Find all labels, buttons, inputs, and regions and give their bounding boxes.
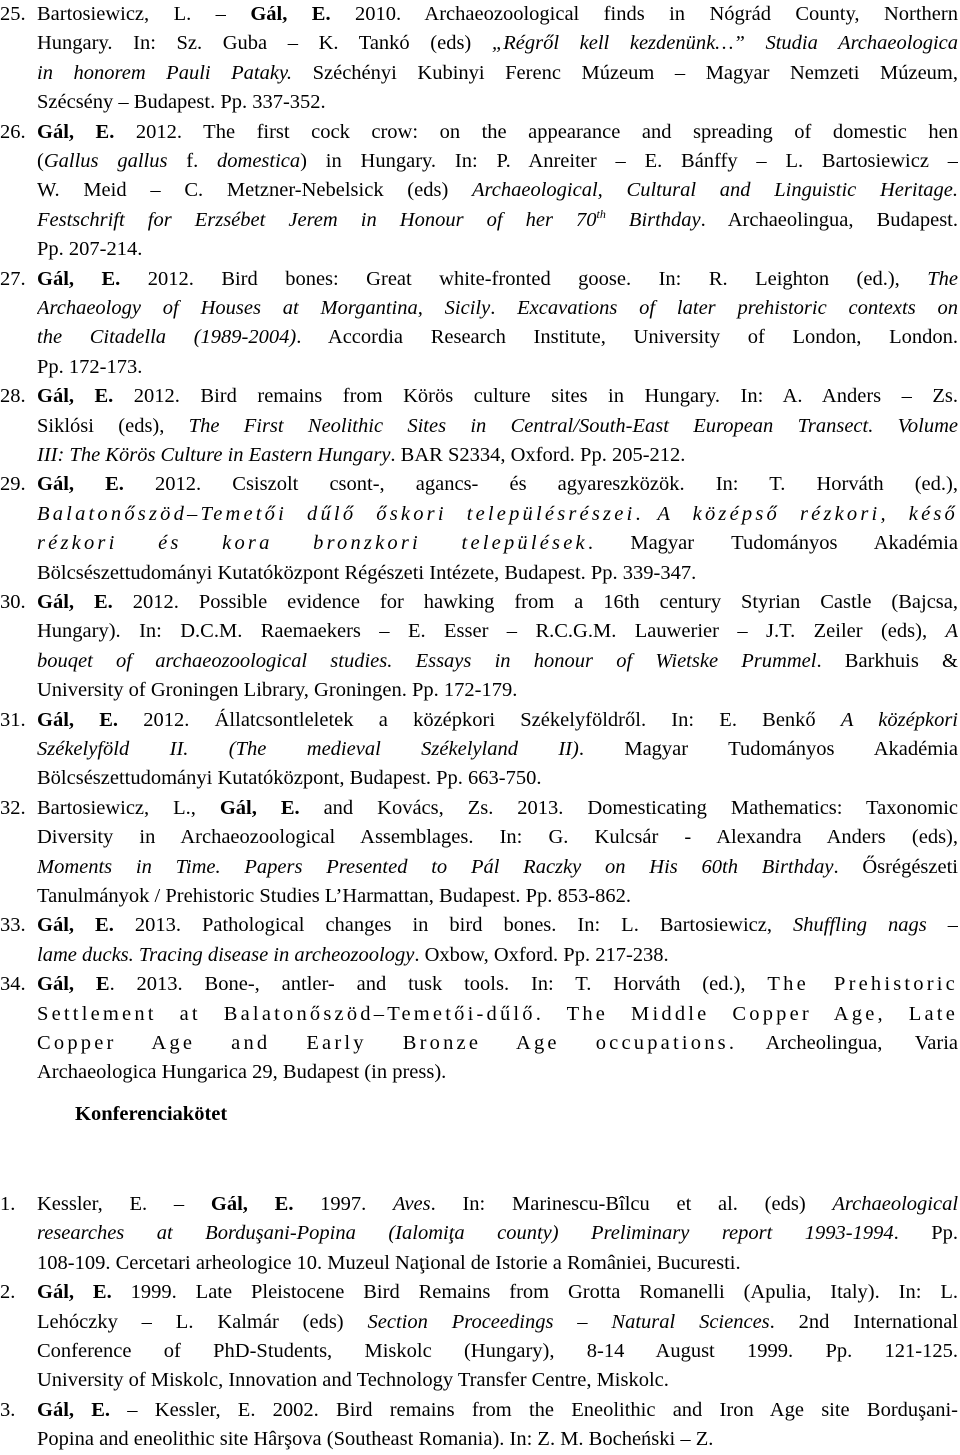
reference-entry bbox=[0, 118, 958, 265]
citation-line: Gál, E. 2012. Bird remains from Körös culture sites in Hungary. In: A. Anders – Zs. bbox=[37, 385, 958, 408]
citation-line: (Gallus gallus f. domestica) in Hungary. In: P. Anreiter – E. Bánffy – L. Bartosiewicz – bbox=[37, 150, 958, 172]
entry-citation bbox=[37, 911, 958, 970]
entry-citation bbox=[37, 794, 958, 912]
citation-line: Gál, E. 1999. Late Pleistocene Bird Remains from Grotta Romanelli (Apulia, Italy). In: L. bbox=[37, 1281, 958, 1304]
citation-line: Gál, E. 2012. The first cock crow: on the appearance and spreading of domestic hen bbox=[37, 120, 958, 143]
citation-line: Archaeologica Hungarica 29, Budapest (in press). bbox=[37, 1061, 447, 1084]
entry-citation bbox=[37, 1190, 958, 1278]
citation-line: Hungary). In: D.C.M. Raemaekers – E. Esser – R.C.G.M. Lauwerier – J.T. Zeiler (eds), A bbox=[37, 620, 958, 643]
entry-number: 31. bbox=[0, 708, 26, 731]
citation-line: Popina and eneolithic site Hârşova (Southeast Romania). In: Z. M. Bocheński – Z. bbox=[37, 1428, 714, 1451]
entry-citation bbox=[37, 382, 958, 470]
citation-line: University of Groningen Library, Groningen. Pp. 172-179. bbox=[37, 679, 518, 702]
entry-citation bbox=[37, 0, 958, 118]
citation-line: in honorem Pauli Pataky. Széchényi Kubinyi Ferenc Múzeum – Magyar Nemzeti Múzeum, bbox=[37, 61, 958, 84]
citation-line: III: The Körös Culture in Eastern Hungary. BAR S2334, Oxford. Pp. 205-212. bbox=[37, 444, 686, 466]
entry-number: 30. bbox=[0, 591, 26, 613]
entry-citation bbox=[37, 1278, 958, 1396]
citation-line: W. Meid – C. Metzner-Nebelsick (eds) Archaeological, Cultural and Linguistic Heritage. bbox=[37, 179, 958, 202]
reference-entry bbox=[0, 265, 958, 383]
citation-line: Tanulmányok / Prehistoric Studies L’Harmattan, Budapest. Pp. 853-862. bbox=[37, 885, 631, 908]
citation-line: Bölcsészettudományi Kutatóközpont, Budapest. Pp. 663-750. bbox=[37, 767, 542, 790]
reference-entry bbox=[0, 1190, 958, 1278]
citation-line: the Citadella (1989-2004). Accordia Research Institute, University of London, London. bbox=[37, 326, 958, 349]
entry-number: 2. bbox=[0, 1281, 16, 1304]
reference-entry bbox=[0, 588, 958, 706]
citation-line: Gál, E. – Kessler, E. 2002. Bird remains from the Eneolithic and Iron Age site Borduşani- bbox=[37, 1398, 958, 1421]
citation-line: Diversity in Archaeozoological Assemblages. In: G. Kulcsár - Alexandra Anders (eds), bbox=[37, 826, 958, 849]
citation-line: Bartosiewicz, L., Gál, E. and Kovács, Zs. 2013. Domesticating Mathematics: Taxonomic bbox=[37, 796, 958, 819]
reference-entry bbox=[0, 911, 958, 970]
reference-entry bbox=[0, 970, 958, 1088]
reference-entry bbox=[0, 470, 958, 588]
citation-line: Gál, E. 2012. Possible evidence for hawking from a 16th century Styrian Castle (Bajcsa, bbox=[37, 591, 958, 613]
entry-number: 28. bbox=[0, 385, 26, 408]
citation-line: University of Miskolc, Innovation and Technology Transfer Centre, Miskolc. bbox=[37, 1369, 669, 1392]
reference-entry bbox=[0, 706, 958, 794]
entry-number: 32. bbox=[0, 796, 26, 819]
citation-line: researches at Borduşani-Popina (Ialomiţa county) Preliminary report 1993-1994. Pp. bbox=[37, 1222, 958, 1245]
citation-line: Archaeology of Houses at Morgantina, Sicily. Excavations of later prehistoric contexts on bbox=[37, 297, 958, 319]
citation-line: Pp. 207-214. bbox=[37, 238, 143, 261]
entry-citation bbox=[37, 118, 958, 265]
citation-line: bouqet of archaeozoological studies. Essays in honour of Wietske Prummel. Barkhuis & bbox=[37, 649, 958, 672]
entry-citation bbox=[37, 588, 958, 706]
reference-entry bbox=[0, 1396, 958, 1455]
citation-line: rézkori és kora bronzkori települések. Magyar Tudományos Akadémia bbox=[37, 532, 958, 555]
reference-entry bbox=[0, 1278, 958, 1396]
entry-number: 26. bbox=[0, 120, 26, 143]
citation-line: Gál, E. 2013. Pathological changes in bird bones. In: L. Bartosiewicz, Shuffling nags – bbox=[37, 914, 958, 937]
citation-line: Hungary. In: Sz. Guba – K. Tankó (eds) „Régről kell kezdenünk…” Studia Archaeologica bbox=[37, 32, 958, 55]
citation-line: Copper Age and Early Bronze Age occupations. Archeolingua, Varia bbox=[37, 1032, 958, 1054]
entry-citation bbox=[37, 265, 958, 383]
citation-line: Kessler, E. – Gál, E. 1997. Aves. In: Marinescu-Bîlcu et al. (eds) Archaeological bbox=[37, 1193, 958, 1215]
citation-line: Balatonőszöd–Temetői dűlő őskori településrészei. A középső rézkori, késő bbox=[37, 502, 958, 525]
citation-line: Conference of PhD-Students, Miskolc (Hungary), 8-14 August 1999. Pp. 121-125. bbox=[37, 1340, 958, 1362]
reference-entry bbox=[0, 382, 958, 470]
reference-entry bbox=[0, 0, 958, 118]
entry-number: 34. bbox=[0, 973, 26, 996]
entry-number: 25. bbox=[0, 3, 26, 25]
citation-line: Szécsény – Budapest. Pp. 337-352. bbox=[37, 91, 326, 114]
entry-citation bbox=[37, 970, 958, 1088]
entry-number: 29. bbox=[0, 473, 26, 496]
citation-line: Gál, E. 2013. Bone-, antler- and tusk tools. In: T. Horváth (ed.), The Prehistoric bbox=[37, 973, 958, 996]
entry-number: 33. bbox=[0, 914, 26, 937]
citation-line: Bölcsészettudományi Kutatóközpont Régészeti Intézete, Budapest. Pp. 339-347. bbox=[37, 561, 697, 584]
entry-number: 1. bbox=[0, 1193, 16, 1215]
entry-number: 3. bbox=[0, 1398, 16, 1421]
citation-line: Bartosiewicz, L. – Gál, E. 2010. Archaeozoological finds in Nógrád County, Northern bbox=[37, 3, 958, 25]
citation-line: Pp. 172-173. bbox=[37, 355, 143, 378]
citation-line: Gál, E. 2012. Bird bones: Great white-fronted goose. In: R. Leighton (ed.), The bbox=[37, 267, 958, 290]
citation-line: Siklósi (eds), The First Neolithic Sites in Central/South-East European Transect. Volume bbox=[37, 414, 958, 437]
citation-line: Székelyföld II. (The medieval Székelyland II). Magyar Tudományos Akadémia bbox=[37, 738, 958, 760]
entry-citation bbox=[37, 470, 958, 588]
citation-line: Settlement at Balatonőszöd–Temetői-dűlő. The Middle Copper Age, Late bbox=[37, 1002, 958, 1025]
reference-entry bbox=[0, 794, 958, 912]
entry-citation bbox=[37, 1396, 958, 1455]
citation-line: Gál, E. 2012. Állatcsontleletek a középkori Székelyföldről. In: E. Benkő A középkori bbox=[37, 708, 958, 731]
entry-number: 27. bbox=[0, 267, 26, 290]
citation-line: Gál, E. 2012. Csiszolt csont-, agancs- és agyareszközök. In: T. Horváth (ed.), bbox=[37, 473, 958, 496]
citation-line: Moments in Time. Papers Presented to Pál Raczky on His 60th Birthday. Ősrégészeti bbox=[37, 855, 958, 878]
section-heading: Konferenciakötet bbox=[75, 1103, 228, 1125]
citation-line: Festschrift for Erzsébet Jerem in Honour of her 70th Birthday. Archaeolingua, Budapest. bbox=[37, 206, 958, 231]
citation-line: lame ducks. Tracing disease in archeozoology. Oxbow, Oxford. Pp. 217-238. bbox=[37, 943, 669, 966]
citation-line: Lehóczky – L. Kalmár (eds) Section Proceedings – Natural Sciences. 2nd International bbox=[37, 1310, 958, 1333]
citation-line: 108-109. Cercetari arheologice 10. Muzeul Naţional de Istorie a României, Bucuresti. bbox=[37, 1251, 741, 1274]
entry-citation bbox=[37, 706, 958, 794]
